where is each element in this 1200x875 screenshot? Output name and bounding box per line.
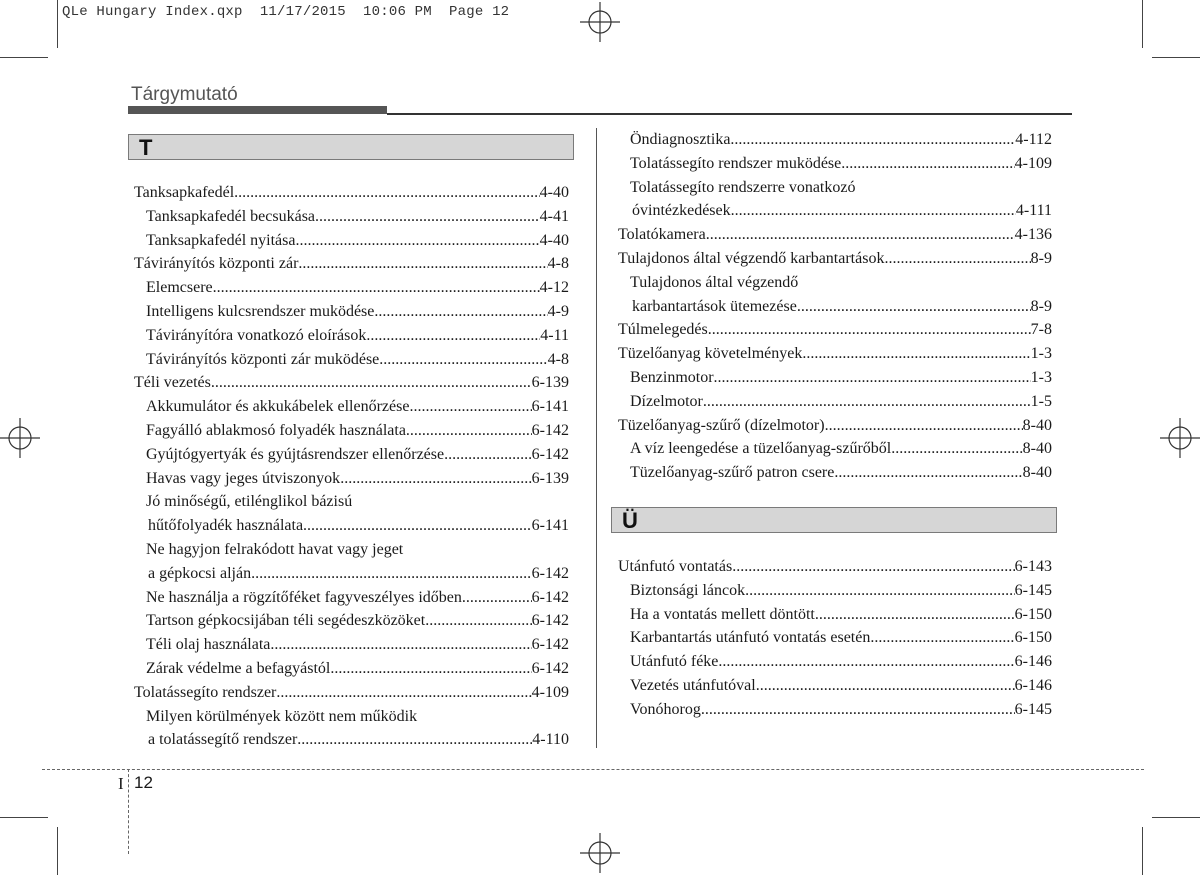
- index-entry-label: Elemcsere: [146, 279, 213, 297]
- index-entry-page: 6-142: [531, 421, 569, 439]
- index-entry-page: 4-12: [539, 279, 569, 297]
- index-entry-page: 6-145: [1014, 700, 1052, 718]
- index-entry-page: 4-9: [547, 302, 569, 320]
- dot-leader: [213, 276, 540, 300]
- index-entry: [134, 276, 569, 300]
- index-entry-page: 4-40: [539, 231, 569, 249]
- index-entry: [134, 324, 569, 348]
- dot-leader: [745, 579, 1015, 603]
- index-entry-label: Ha a vontatás mellett döntött: [630, 605, 815, 623]
- dot-leader: [841, 152, 1014, 176]
- index-entry-label: Tüzelőanyag-szűrő (dízelmotor): [618, 416, 825, 434]
- index-entry-page: 1-5: [1030, 392, 1052, 410]
- index-entry: [134, 300, 569, 324]
- index-entry-page: 4-110: [532, 731, 569, 749]
- page-number: 12: [134, 773, 153, 792]
- index-entry-page: 6-146: [1014, 676, 1052, 694]
- index-entry-page: 6-139: [531, 374, 569, 392]
- index-entry: [618, 461, 1052, 485]
- dot-leader: [891, 437, 1022, 461]
- dot-leader: [330, 657, 531, 681]
- index-entry-page: 6-142: [531, 588, 569, 606]
- index-entry: [134, 562, 569, 586]
- index-entry-label: Tulajdonos által végzendő: [630, 273, 799, 291]
- footer-vertical-rule: [128, 769, 129, 854]
- index-entry-label: Tüzelőanyag követelmények: [618, 345, 803, 363]
- index-entry: [618, 603, 1052, 627]
- index-entry-label: Fagyálló ablakmosó folyadék használata: [146, 421, 406, 439]
- footer-rule: [42, 769, 1144, 770]
- index-entry-label: Utánfutó vontatás: [618, 558, 733, 575]
- index-entry-page: 8-9: [1030, 249, 1052, 267]
- index-entry-label: Gyújtógyertyák és gyújtásrendszer ellenőrzése: [146, 445, 445, 463]
- index-entry-label: Tolatássegíto rendszerre vonatkozó: [630, 178, 856, 196]
- index-entry: [618, 295, 1052, 319]
- index-entry: [134, 371, 569, 395]
- index-entry-page: 8-40: [1022, 440, 1052, 458]
- dot-leader: [270, 633, 531, 657]
- index-entry-label: Dízelmotor: [630, 392, 703, 410]
- index-entry-page: 1-3: [1030, 368, 1052, 386]
- index-entry: [618, 318, 1052, 342]
- index-entry-page: 6-141: [531, 398, 569, 416]
- index-entry-page: 4-111: [1015, 202, 1052, 220]
- index-entry-page: 4-109: [531, 683, 569, 701]
- dot-leader: [297, 728, 532, 752]
- index-entry-page: 6-142: [531, 612, 569, 630]
- dot-leader: [825, 414, 1023, 438]
- index-entry-label: Tulajdonos által végzendő karbantartások: [618, 249, 885, 267]
- dot-leader: [815, 603, 1015, 627]
- index-entry: [618, 650, 1052, 674]
- dot-leader: [701, 698, 1015, 722]
- index-entry-label: Tüzelőanyag-szűrő patron csere: [630, 464, 835, 482]
- index-entry-page: 8-40: [1022, 416, 1052, 434]
- index-entry: [134, 633, 569, 657]
- index-entry: [134, 657, 569, 681]
- dot-leader: [706, 223, 1015, 247]
- index-entry-label: Tanksapkafedél: [134, 184, 235, 201]
- index-entry: [618, 223, 1052, 247]
- index-entry-page: 8-40: [1022, 464, 1052, 482]
- dot-leader: [884, 247, 1030, 271]
- index-entry-page: 6-145: [1014, 581, 1052, 599]
- letter-header-t: T: [128, 134, 574, 160]
- crop-mark: [0, 817, 48, 818]
- dot-leader: [732, 555, 1014, 579]
- index-entry: [618, 414, 1052, 438]
- index-entry-label: Távirányítóra vonatkozó eloírások: [146, 326, 367, 344]
- index-entry: [618, 342, 1052, 366]
- dot-leader: [298, 252, 547, 276]
- index-entry: [618, 579, 1052, 603]
- index-entry-label: Vonóhorog: [630, 700, 701, 718]
- index-entry: [618, 199, 1052, 223]
- index-entry: [134, 681, 569, 705]
- index-entry: [618, 626, 1052, 650]
- index-entry-label: Tolatókamera: [618, 226, 706, 244]
- index-entry-label: Vezetés utánfutóval: [630, 676, 756, 694]
- index-entry-page: 4-8: [547, 255, 569, 273]
- dot-leader: [379, 348, 547, 372]
- index-entry: [618, 437, 1052, 461]
- index-entry-page: 8-9: [1030, 297, 1052, 315]
- index-entry-label: Távirányítós központi zár muködése: [146, 350, 380, 368]
- index-entry-page: 6-142: [531, 564, 569, 582]
- dot-leader: [730, 128, 1015, 152]
- dot-leader: [834, 461, 1022, 485]
- index-entry-label: Ne használja a rögzítőféket fagyveszélyes időben: [146, 588, 462, 606]
- dot-leader: [340, 467, 531, 491]
- print-slug: QLe Hungary Index.qxp 11/17/2015 10:06 PM Page 12: [62, 4, 510, 20]
- registration-mark-icon: [580, 2, 620, 42]
- index-entry: [134, 490, 569, 514]
- index-entry: [134, 443, 569, 467]
- index-entry-label: Biztonsági láncok: [630, 581, 746, 599]
- dot-leader: [708, 318, 1031, 342]
- title-underline-bar: [128, 106, 387, 114]
- crop-mark: [0, 57, 48, 58]
- index-entry: [134, 467, 569, 491]
- index-entry-label: óvintézkedések: [632, 202, 731, 220]
- index-entry-page: 4-11: [540, 326, 569, 344]
- index-entry-page: 6-142: [531, 445, 569, 463]
- index-entry: [134, 395, 569, 419]
- index-entry: [134, 348, 569, 372]
- index-entry: [618, 176, 1052, 200]
- index-entry-page: 6-139: [531, 469, 569, 487]
- index-entry-label: Akkumulátor és akkukábelek ellenőrzése: [146, 398, 410, 416]
- index-entry-page: 6-150: [1014, 605, 1052, 623]
- index-entry: [134, 586, 569, 610]
- crop-mark: [1142, 827, 1143, 875]
- index-entry-page: 1-3: [1030, 345, 1052, 363]
- dot-leader: [756, 674, 1015, 698]
- index-entry-page: 7-8: [1030, 321, 1052, 339]
- index-entry-page: 6-143: [1014, 558, 1052, 575]
- index-entry-label: Havas vagy jeges útviszonyok: [146, 469, 341, 487]
- index-entry-page: 4-41: [539, 207, 569, 225]
- dot-leader: [406, 419, 532, 443]
- dot-leader: [303, 514, 532, 538]
- crop-mark: [1152, 817, 1200, 818]
- title-underline-rule: [387, 113, 1072, 115]
- index-entry-label: Jó minőségű, etilénglikol bázisú: [146, 493, 353, 511]
- index-entry-page: 4-8: [547, 350, 569, 368]
- index-list-left: [134, 181, 569, 752]
- registration-mark-icon: [580, 833, 620, 873]
- index-entry-label: a tolatássegítő rendszer: [148, 731, 298, 749]
- dot-leader: [425, 609, 531, 633]
- index-entry: [618, 390, 1052, 414]
- dot-leader: [462, 586, 532, 610]
- index-entry-page: 4-112: [1015, 131, 1052, 148]
- index-entry: [618, 128, 1052, 152]
- index-entry: [134, 514, 569, 538]
- index-entry-page: 6-142: [531, 636, 569, 654]
- index-entry: [618, 366, 1052, 390]
- index-entry: [618, 674, 1052, 698]
- crop-mark: [57, 827, 58, 875]
- index-entry-label: Távirányítós központi zár: [134, 255, 299, 273]
- index-entry-label: Tanksapkafedél nyitása: [146, 231, 296, 249]
- index-entry-page: 6-142: [531, 659, 569, 677]
- index-entry: [134, 181, 569, 205]
- index-entry: [618, 555, 1052, 579]
- dot-leader: [295, 229, 539, 253]
- crop-mark: [1152, 57, 1200, 58]
- index-entry-label: Intelligens kulcsrendszer muködése: [146, 302, 375, 320]
- index-entry: [134, 705, 569, 729]
- dot-leader: [315, 205, 540, 229]
- registration-mark-icon: [0, 418, 40, 458]
- dot-leader: [234, 181, 540, 205]
- crop-mark: [1142, 0, 1143, 48]
- index-entry-label: A víz leengedése a tüzelőanyag-szűrőből: [630, 440, 892, 458]
- index-entry-label: Tanksapkafedél becsukása: [146, 207, 316, 225]
- dot-leader: [374, 300, 547, 324]
- index-entry-label: hűtőfolyadék használata: [148, 517, 304, 535]
- index-entry-label: Ne hagyjon felrakódott havat vagy jeget: [146, 540, 404, 558]
- index-entry: [134, 728, 569, 752]
- dot-leader: [870, 626, 1014, 650]
- index-entry-label: a gépkocsi alján: [148, 564, 252, 582]
- index-entry-label: Benzinmotor: [630, 368, 714, 386]
- index-entry-label: Tolatássegíto rendszer muködése: [630, 154, 842, 172]
- section-title: Tárgymutató: [131, 84, 238, 105]
- index-entry-label: Tartson gépkocsijában téli segédeszközöket: [146, 612, 426, 630]
- dot-leader: [251, 562, 532, 586]
- index-entry-label: karbantartások ütemezése: [632, 297, 797, 315]
- index-entry-label: Utánfutó féke: [630, 653, 719, 671]
- dot-leader: [276, 681, 531, 705]
- registration-mark-icon: [1160, 418, 1200, 458]
- index-entry-label: Zárak védelme a befagyástól: [146, 659, 331, 677]
- dot-leader: [718, 650, 1014, 674]
- index-list-right-top: [618, 128, 1052, 485]
- index-entry-label: Tolatássegíto rendszer: [134, 683, 277, 701]
- index-entry-page: 4-136: [1014, 226, 1052, 244]
- index-entry: [618, 698, 1052, 722]
- index-entry-page: 6-150: [1014, 629, 1052, 647]
- index-entry-page: 4-109: [1014, 154, 1052, 172]
- index-entry: [134, 609, 569, 633]
- dot-leader: [703, 390, 1031, 414]
- dot-leader: [409, 395, 531, 419]
- index-entry: [618, 247, 1052, 271]
- dot-leader: [731, 199, 1016, 223]
- dot-leader: [444, 443, 532, 467]
- index-entry: [134, 229, 569, 253]
- index-entry-page: 6-146: [1014, 653, 1052, 671]
- index-entry-page: 4-40: [539, 184, 569, 201]
- index-entry: [134, 538, 569, 562]
- index-entry-label: Túlmelegedés: [618, 321, 708, 339]
- letter-header-u-umlaut: Ü: [611, 507, 1057, 533]
- column-divider: [596, 128, 597, 748]
- index-entry: [134, 252, 569, 276]
- page-section-roman: I: [118, 774, 124, 793]
- index-entry-label: Téli olaj használata: [146, 636, 271, 654]
- dot-leader: [211, 371, 532, 395]
- crop-mark: [57, 0, 58, 48]
- dot-leader: [797, 295, 1031, 319]
- index-list-right-bottom: [618, 555, 1052, 722]
- index-entry: [134, 419, 569, 443]
- index-entry: [134, 205, 569, 229]
- index-entry-label: Karbantartás utánfutó vontatás esetén: [630, 629, 871, 647]
- index-entry: [618, 152, 1052, 176]
- dot-leader: [714, 366, 1031, 390]
- dot-leader: [366, 324, 540, 348]
- index-entry-label: Milyen körülmények között nem működik: [146, 707, 418, 725]
- index-entry: [618, 271, 1052, 295]
- index-entry-label: Öndiagnosztika: [630, 131, 731, 148]
- dot-leader: [802, 342, 1030, 366]
- index-entry-page: 6-141: [531, 517, 569, 535]
- index-entry-label: Téli vezetés: [134, 374, 211, 392]
